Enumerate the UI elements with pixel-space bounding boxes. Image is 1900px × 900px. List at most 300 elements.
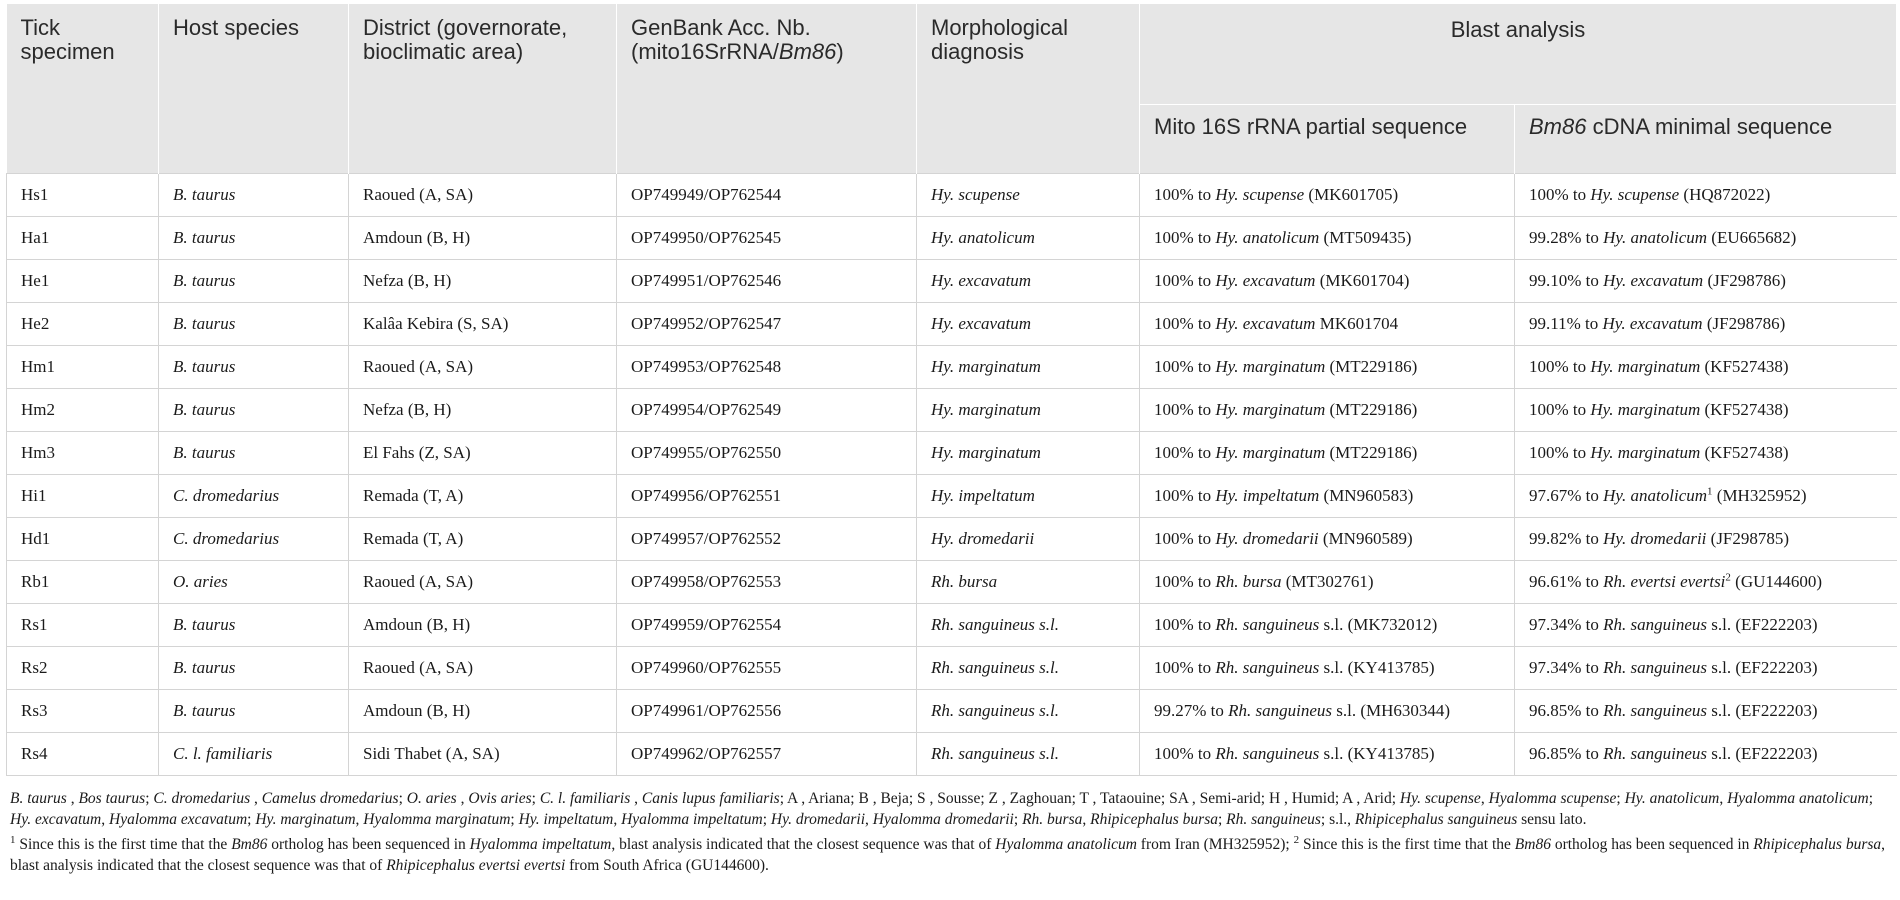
district-name: Raoued (A, SA) [363,572,474,591]
cell-district [349,475,617,518]
footnote-text: ; [1868,790,1874,807]
table-row [7,647,1897,690]
tick-id: Rs2 [21,658,48,677]
cell-tick-specimen [7,260,159,303]
mito-identity: 100% to [1154,744,1216,763]
footnote-text: Rh. sanguineus [1226,811,1321,828]
footnote-text: C. dromedarius [153,790,251,807]
host-name: C. dromedarius [173,529,280,548]
mito-identity: 100% to [1154,185,1216,204]
bm86-species: Hy. excavatum [1603,271,1704,290]
host-name: B. taurus [173,701,236,720]
diagnosis-species: Hy. anatolicum [931,228,1035,247]
footnote-text: Hyalomma impeltatum [469,836,612,853]
table-row [7,174,1897,217]
accession-numbers: OP749951/OP762546 [631,271,782,290]
diagnosis-species: Hy. scupense [931,185,1020,204]
host-name: B. taurus [173,400,236,419]
host-name: B. taurus [173,357,236,376]
header-blast-analysis: Blast analysis [1140,4,1897,105]
bm86-species: Hy. marginatum [1590,400,1701,419]
district-name: Raoued (A, SA) [363,357,474,376]
tick-id: Rs3 [21,701,48,720]
tick-id: Hd1 [21,529,51,548]
cell-genbank-accession [617,260,917,303]
cell-genbank-accession [617,690,917,733]
footnote-text: Hy. scupense [1399,790,1481,807]
mito-identity: 100% to [1154,615,1216,634]
cell-bm86-blast [1515,647,1897,690]
cell-morphological-diagnosis [917,690,1140,733]
footnote-text: from South Africa (GU144600). [565,857,769,874]
mito-species: Hy. anatolicum [1215,228,1320,247]
bm86-accession: (JF298785) [1706,529,1790,548]
bm86-accession: (JF298786) [1702,314,1786,333]
mito-species: Rh. sanguineus [1215,658,1320,677]
header-host-species: Host species [159,4,349,174]
accession-numbers: OP749956/OP762551 [631,486,782,505]
host-name: B. taurus [173,185,236,204]
bm86-identity: 100% to [1529,443,1591,462]
host-name: C. dromedarius [173,486,280,505]
cell-host-species [159,475,349,518]
cell-genbank-accession [617,647,917,690]
mito-accession: (MT302761) [1281,572,1374,591]
mito-accession: (MT229186) [1325,357,1418,376]
footnote-text: Hy. marginatum [255,811,356,828]
table-row [7,561,1897,604]
district-name: Amdoun (B, H) [363,228,471,247]
cell-bm86-blast [1515,733,1897,776]
tick-id: Rs4 [21,744,48,763]
footnote-text: ; [510,811,519,828]
bm86-accession: (EU665682) [1707,228,1797,247]
cell-host-species [159,217,349,260]
bm86-identity: 97.34% to [1529,615,1604,634]
cell-host-species [159,647,349,690]
district-name: Nefza (B, H) [363,400,452,419]
header-morphological-diagnosis: Morphological diagnosis [917,4,1140,174]
footnote-text: ; [531,790,540,807]
table-row [7,518,1897,561]
footnote-text: , [66,790,79,807]
cell-morphological-diagnosis [917,389,1140,432]
diagnosis-species: Rh. bursa [931,572,998,591]
footnote-text: Hy. anatolicum [1624,790,1720,807]
footnote-text: Hy. excavatum [10,811,102,828]
footnote-text: , [613,811,622,828]
mito-identity: 100% to [1154,357,1216,376]
accession-numbers: OP749955/OP762550 [631,443,782,462]
cell-morphological-diagnosis [917,174,1140,217]
bm86-identity: 100% to [1529,185,1591,204]
table-row [7,260,1897,303]
diagnosis-species: Rh. sanguineus s.l. [931,744,1059,763]
footnote-text: Camelus dromedarius [261,790,399,807]
header-bm86-italic: Bm86 [1529,114,1587,139]
bm86-identity: 99.82% to [1529,529,1604,548]
cell-mito-blast [1140,260,1515,303]
cell-mito-blast [1140,733,1515,776]
diagnosis-species: Hy. marginatum [931,400,1041,419]
footnote-text: Hyalomma impeltatum [621,811,763,828]
table-row [7,303,1897,346]
cell-mito-blast [1140,518,1515,561]
district-name: Raoued (A, SA) [363,185,474,204]
table-row [7,733,1897,776]
mito-identity: 99.27% to [1154,701,1229,720]
bm86-species: Rh. sanguineus [1603,701,1708,720]
cell-mito-blast [1140,561,1515,604]
mito-identity: 100% to [1154,271,1216,290]
footnote-text: ; A , Ariana; B , Beja; S , Sousse; Z , Zaghouan; T , Tataouine; SA , Semi-arid; H , Humid; A , Arid; [779,790,1400,807]
cell-district [349,389,617,432]
bm86-accession: s.l. (EF222203) [1707,701,1818,720]
footnote-text: Bos taurus [78,790,146,807]
cell-bm86-blast [1515,604,1897,647]
footnote-text: , [630,790,642,807]
cell-mito-blast [1140,174,1515,217]
district-name: Remada (T, A) [363,529,464,548]
footnote-text: sensu lato. [1517,811,1587,828]
bm86-accession: s.l. (EF222203) [1707,658,1818,677]
header-district: District (governorate, bioclimatic area) [349,4,617,174]
accession-numbers: OP749950/OP762545 [631,228,782,247]
cell-tick-specimen [7,432,159,475]
header-bm86-rest: cDNA minimal sequence [1586,114,1833,139]
table-row [7,604,1897,647]
cell-tick-specimen [7,561,159,604]
tick-id: Hm2 [21,400,55,419]
cell-mito-blast [1140,690,1515,733]
cell-district [349,647,617,690]
diagnosis-species: Rh. sanguineus s.l. [931,615,1059,634]
district-name: Nefza (B, H) [363,271,452,290]
mito-identity: 100% to [1154,314,1216,333]
footnote-text: Canis lupus familiaris [641,790,780,807]
bm86-identity: 97.67% to [1529,486,1604,505]
footnote-text: , [355,811,364,828]
host-name: B. taurus [173,443,236,462]
accession-numbers: OP749961/OP762556 [631,701,782,720]
district-name: Raoued (A, SA) [363,658,474,677]
diagnosis-species: Rh. sanguineus s.l. [931,701,1059,720]
footnote-text: , blast analysis indicated that the closest sequence was that of [10,836,1886,874]
cell-district [349,432,617,475]
header-genbank-suffix: ) [836,39,844,64]
mito-accession: s.l. (KY413785) [1319,744,1435,763]
tick-id: Hm3 [21,443,55,462]
bm86-accession: (MH325952) [1712,486,1807,505]
tick-id: Hs1 [21,185,49,204]
mito-species: Hy. impeltatum [1215,486,1320,505]
host-name: B. taurus [173,314,236,333]
bm86-identity: 100% to [1529,357,1591,376]
tick-id: He1 [21,271,50,290]
accession-numbers: OP749953/OP762548 [631,357,782,376]
bm86-accession: (GU144600) [1730,572,1823,591]
bm86-accession: (KF527438) [1700,357,1789,376]
accession-numbers: OP749952/OP762547 [631,314,782,333]
table-row [7,690,1897,733]
diagnosis-species: Hy. marginatum [931,443,1041,462]
footnote-marker: 2 [1293,833,1300,846]
cell-bm86-blast [1515,346,1897,389]
district-name: Amdoun (B, H) [363,615,471,634]
cell-bm86-blast [1515,518,1897,561]
mito-species: Hy. scupense [1215,185,1305,204]
header-bm86-cdna [1515,105,1897,174]
footnote-text: ; [247,811,256,828]
footnote-text: O. aries [406,790,457,807]
district-name: El Fahs (Z, SA) [363,443,471,462]
mito-accession: (MK601705) [1304,185,1399,204]
bm86-identity: 100% to [1529,400,1591,419]
host-name: B. taurus [173,271,236,290]
cell-bm86-blast [1515,475,1897,518]
footnote-text: Hyalomma marginatum [363,811,511,828]
bm86-species: Hy. anatolicum [1603,228,1708,247]
cell-district [349,690,617,733]
cell-host-species [159,346,349,389]
cell-host-species [159,518,349,561]
cell-mito-blast [1140,475,1515,518]
footnote-text: Hyalomma scupense [1488,790,1617,807]
cell-mito-blast [1140,647,1515,690]
footnote-text: Hyalomma dromedarii [872,811,1014,828]
cell-genbank-accession [617,389,917,432]
cell-mito-blast [1140,217,1515,260]
mito-accession: s.l. (KY413785) [1319,658,1435,677]
diagnosis-species: Hy. marginatum [931,357,1041,376]
diagnosis-species: Hy. excavatum [931,271,1032,290]
footnote-text: , [1719,790,1728,807]
bm86-accession: (KF527438) [1700,443,1789,462]
footnote-text: , [865,811,873,828]
mito-accession: (MN960583) [1319,486,1414,505]
mito-accession: s.l. (MH630344) [1332,701,1451,720]
cell-mito-blast [1140,604,1515,647]
header-genbank [617,4,917,174]
bm86-species: Rh. evertsi evertsi [1603,572,1726,591]
cell-morphological-diagnosis [917,647,1140,690]
footnote-text: Hyalomma anatolicum [995,836,1137,853]
cell-morphological-diagnosis [917,346,1140,389]
footnote-text: B. taurus [10,790,67,807]
cell-mito-blast [1140,303,1515,346]
footnote-abbreviations [10,788,1894,830]
cell-district [349,346,617,389]
footnote-text: Hy. dromedarii [770,811,866,828]
footnote-text: Bm86 [231,836,268,853]
cell-host-species [159,174,349,217]
mito-accession: s.l. (MK732012) [1319,615,1438,634]
bm86-accession: s.l. (EF222203) [1707,615,1818,634]
accession-numbers: OP749960/OP762555 [631,658,782,677]
cell-district [349,217,617,260]
footnote-text: , [250,790,262,807]
footnote-text: ; s.l., [1320,811,1355,828]
footnote-marker: 1 [10,833,16,846]
tick-table [6,4,1897,776]
footnote-marker: 2 [1725,571,1731,584]
cell-tick-specimen [7,346,159,389]
table-body [7,174,1897,776]
footnote-text: Rhipicephalus evertsi evertsi [386,857,566,874]
header-tick-specimen: Tick specimen [7,4,159,174]
footnote-text: from Iran (MH325952); [1136,836,1294,853]
header-genbank-prefix: GenBank Acc. Nb. (mito16SrRNA/ [631,15,811,64]
tick-id: Ha1 [21,228,50,247]
mito-identity: 100% to [1154,572,1216,591]
cell-district [349,174,617,217]
cell-genbank-accession [617,604,917,647]
cell-host-species [159,432,349,475]
table-row [7,346,1897,389]
host-name: B. taurus [173,658,236,677]
accession-numbers: OP749958/OP762553 [631,572,782,591]
bm86-species: Hy. scupense [1590,185,1680,204]
cell-genbank-accession [617,217,917,260]
cell-tick-specimen [7,690,159,733]
cell-mito-blast [1140,389,1515,432]
cell-morphological-diagnosis [917,561,1140,604]
mito-accession: MK601704 [1315,314,1399,333]
mito-species: Hy. marginatum [1215,357,1326,376]
mito-species: Hy. dromedarii [1215,529,1319,548]
bm86-accession: s.l. (EF222203) [1707,744,1818,763]
cell-district [349,561,617,604]
mito-identity: 100% to [1154,400,1216,419]
diagnosis-species: Hy. impeltatum [931,486,1035,505]
cell-host-species [159,260,349,303]
district-name: Amdoun (B, H) [363,701,471,720]
mito-accession: (MT229186) [1325,443,1418,462]
diagnosis-species: Hy. excavatum [931,314,1032,333]
footnote-text: ; [1013,811,1023,828]
footnote-text: ; [398,790,407,807]
mito-species: Rh. sanguineus [1215,615,1320,634]
bm86-identity: 99.10% to [1529,271,1604,290]
district-name: Sidi Thabet (A, SA) [363,744,500,763]
mito-identity: 100% to [1154,443,1216,462]
cell-bm86-blast [1515,389,1897,432]
footnote-text: ; [1616,790,1625,807]
bm86-identity: 99.28% to [1529,228,1604,247]
header-genbank-italic: Bm86 [778,39,837,64]
host-name: B. taurus [173,615,236,634]
mito-species: Hy. marginatum [1215,400,1326,419]
tick-id: Rb1 [21,572,50,591]
mito-accession: (MN960589) [1318,529,1413,548]
cell-tick-specimen [7,174,159,217]
mito-species: Rh. sanguineus [1228,701,1333,720]
cell-district [349,260,617,303]
tick-id: Hi1 [21,486,47,505]
accession-numbers: OP749962/OP762557 [631,744,782,763]
cell-host-species [159,733,349,776]
accession-numbers: OP749959/OP762554 [631,615,782,634]
cell-morphological-diagnosis [917,260,1140,303]
bm86-accession: (JF298786) [1703,271,1786,290]
cell-host-species [159,303,349,346]
cell-bm86-blast [1515,690,1897,733]
diagnosis-species: Hy. dromedarii [931,529,1035,548]
cell-district [349,604,617,647]
mito-species: Rh. sanguineus [1215,744,1320,763]
bm86-accession: (KF527438) [1700,400,1789,419]
bm86-species: Hy. anatolicum [1603,486,1708,505]
table-row [7,217,1897,260]
bm86-species: Hy. excavatum [1602,314,1703,333]
bm86-species: Rh. sanguineus [1603,615,1708,634]
bm86-identity: 96.85% to [1529,701,1604,720]
mito-identity: 100% to [1154,486,1216,505]
footnote-text: Since this is the first time that the [15,836,232,853]
cell-bm86-blast [1515,260,1897,303]
footnote-text: Rh. bursa [1022,811,1083,828]
district-name: Kalâa Kebira (S, SA) [363,314,509,333]
bm86-identity: 96.85% to [1529,744,1604,763]
bm86-identity: 96.61% to [1529,572,1604,591]
cell-host-species [159,690,349,733]
cell-tick-specimen [7,389,159,432]
bm86-species: Hy. dromedarii [1603,529,1707,548]
header-mito-16s: Mito 16S rRNA partial sequence [1140,105,1515,174]
cell-host-species [159,561,349,604]
mito-identity: 100% to [1154,658,1216,677]
footnote-text: ; [762,811,771,828]
cell-tick-specimen [7,604,159,647]
mito-species: Hy. excavatum [1215,271,1316,290]
cell-tick-specimen [7,217,159,260]
cell-tick-specimen [7,303,159,346]
footnote-text: Hy. impeltatum [518,811,614,828]
bm86-species: Hy. marginatum [1590,357,1701,376]
mito-accession: (MT509435) [1319,228,1412,247]
cell-morphological-diagnosis [917,518,1140,561]
cell-genbank-accession [617,518,917,561]
cell-bm86-blast [1515,561,1897,604]
cell-genbank-accession [617,174,917,217]
diagnosis-species: Rh. sanguineus s.l. [931,658,1059,677]
footnote-text: Bm86 [1514,836,1551,853]
mito-identity: 100% to [1154,228,1216,247]
footnote-text: Rhipicephalus bursa [1090,811,1218,828]
cell-tick-specimen [7,518,159,561]
cell-tick-specimen [7,647,159,690]
cell-genbank-accession [617,346,917,389]
bm86-species: Rh. sanguineus [1603,744,1708,763]
cell-morphological-diagnosis [917,217,1140,260]
bm86-identity: 99.11% to [1529,314,1603,333]
footnote-text: , [101,811,109,828]
cell-district [349,518,617,561]
mito-accession: (MK601704) [1315,271,1410,290]
cell-genbank-accession [617,475,917,518]
table-row [7,475,1897,518]
table-footnotes [6,776,1898,876]
table-row [7,432,1897,475]
cell-mito-blast [1140,346,1515,389]
cell-morphological-diagnosis [917,303,1140,346]
cell-bm86-blast [1515,174,1897,217]
table-row [7,389,1897,432]
cell-host-species [159,389,349,432]
cell-district [349,303,617,346]
tick-id: Rs1 [21,615,48,634]
footnote-text: Rhipicephalus bursa [1753,836,1882,853]
